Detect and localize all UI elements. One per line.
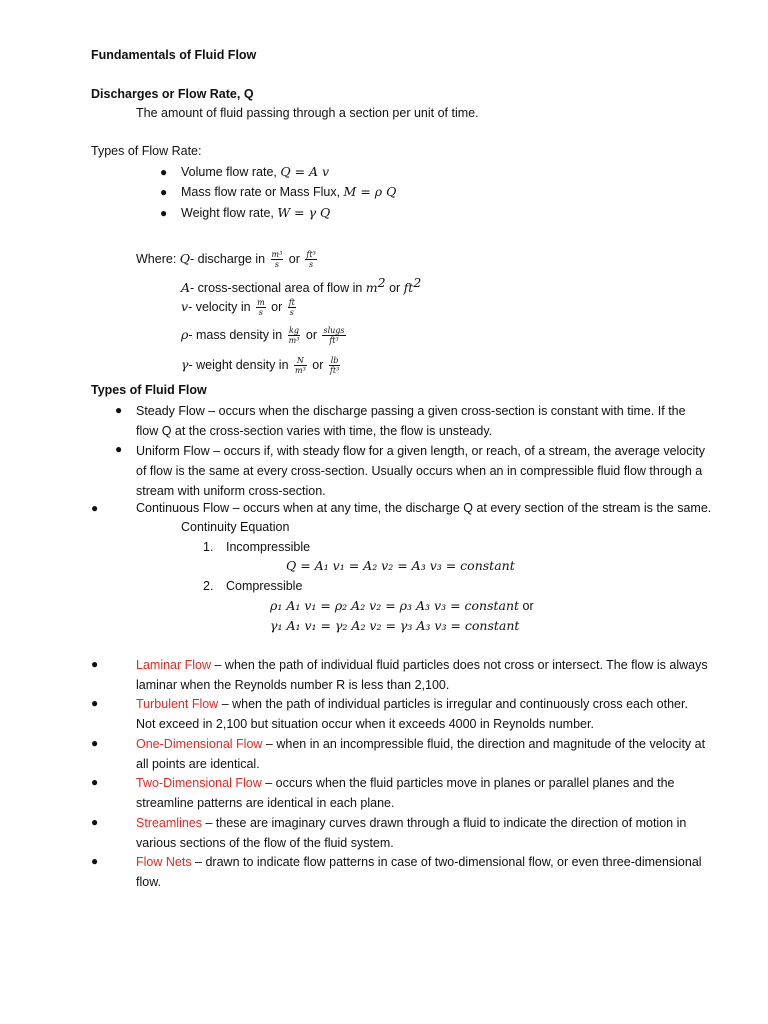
flow-rate-item [181,164,329,180]
bullet-icon: ● [115,442,123,456]
where-v-line: v- velocity in $\frac{m}{s}$ or $\frac{ft}{s}$ [181,298,295,317]
discharge-definition: The amount of fluid passing through a section per unit of time. [136,106,479,120]
definition-turbulent: Turbulent Flow – when the path of individual particles is irregular and continuously cross each other. Not exceed in 2,100 but situation occur when it exceeds 4000 in Reynolds number. [136,697,688,731]
unit-fraction: $\frac{\text{slugs}}{\text{ft³}}$ [323,326,345,345]
where-v-text: - velocity in [188,299,255,314]
bullet-icon: ● [91,736,99,750]
compressible-label: Compressible [226,579,303,593]
bullet-icon: ● [91,815,99,829]
unit-fraction: $\frac{\text{ft³}}{s}$ [306,250,316,269]
bullet-icon: ● [160,206,168,220]
where-rho-line: ρ- mass density in $\frac{kg}{\text{m³}}$ or $\frac{\text{slugs}}{\text{ft³}}$ [181,326,345,345]
incompressible-equation: Q = A₁ v₁ = A₂ v₂ = A₃ v₃ = constant [286,558,515,573]
definition-streamlines: Streamlines – these are imaginary curves drawn through a fluid to indicate the direction of motion in various sections of the flow of the fluid system. [136,816,687,850]
compressible-equation-rho: ρ₁ A₁ v₁ = ρ₂ A₂ v₂ = ρ₃ A₃ v₃ = constant or [270,598,534,613]
where-q-text: - discharge in [190,251,269,266]
continuity-equation-label: Continuity Equation [181,520,290,534]
list-number: 2. [203,579,214,593]
bullet-icon: ● [160,165,168,179]
discharge-heading: Discharges or Flow Rate, Q [91,87,254,101]
bullet-icon: ● [91,775,99,789]
flow-rate-item [181,184,396,200]
definition-laminar: Laminar Flow – when the path of individual fluid particles does not cross or intersect. The flow is always laminar when the Reynolds number R is less than 2,100. [136,658,708,692]
bullet-icon: ● [91,854,99,868]
continuous-flow-text: Continuous Flow – occurs when at any time, the discharge Q at every section of the stream is the same. [136,501,712,515]
where-gamma-line: γ- weight density in $\frac{N}{\text{m³}}$ or $\frac{lb}{\text{ft³}}$ [181,356,340,375]
unit-fraction: $\frac{ft}{s}$ [288,298,295,317]
unit-fraction: $\frac{m}{s}$ [257,298,265,317]
unit-fraction: $\frac{kg}{\text{m³}}$ [288,326,300,345]
flow-rate-formula: Q = A v [280,164,330,179]
symbol-rho: ρ [181,326,189,342]
term-one-dimensional-flow: One-Dimensional Flow [136,737,263,751]
incompressible-label: Incompressible [226,540,311,554]
where-a-text: - cross-sectional area of flow in [190,281,366,296]
term-flow-nets: Flow Nets [136,855,192,869]
definition-flow-nets: Flow Nets – drawn to indicate flow patterns in case of two-dimensional flow, or even three-dimensional flow. [136,855,702,889]
bullet-icon: ● [91,501,99,515]
flow-rate-label: Volume flow rate, [181,165,281,179]
bullet-icon: ● [115,403,123,417]
where-a-line: A- cross-sectional area of flow in $m^2$ or $ft^2$ [181,275,422,296]
bullet-icon: ● [91,657,99,671]
bullet-icon: ● [91,696,99,710]
unit-fraction: $\frac{N}{\text{m³}}$ [295,356,306,375]
where-rho-text: - mass density in [188,327,286,342]
flow-rate-formula: M = ρ Q [343,184,397,199]
symbol-v: v [181,298,189,314]
compressible-equation-gamma: γ₁ A₁ v₁ = γ₂ A₂ v₂ = γ₃ A₃ v₃ = constant [270,618,520,633]
term-laminar-flow: Laminar Flow [136,658,212,672]
list-number: 1. [203,540,214,554]
symbol-q: Q [179,250,191,266]
flow-rate-label: Weight flow rate, [181,206,278,220]
definition-one-dimensional: One-Dimensional Flow – when in an incompressible fluid, the direction and magnitude of the velocity at all points are identical. [136,737,706,771]
term-streamlines: Streamlines [136,816,202,830]
symbol-a: A [181,280,191,296]
flow-rate-item [181,205,330,221]
where-or: or [285,251,304,266]
document-title: Fundamentals of Fluid Flow [91,48,257,62]
flow-rate-label: Mass flow rate or Mass Flux, [181,185,344,199]
unit-fraction: $\frac{\text{m³}}{s}$ [271,250,283,269]
steady-flow-text: Steady Flow – occurs when the discharge passing a given cross-section is constant with time. If the flow Q at the cross-section varies with time, the flow is unsteady. [136,404,686,438]
where-q-line [136,250,319,269]
where-gamma-text: - weight density in [188,357,293,372]
unit-fraction: $\frac{lb}{\text{ft³}}$ [329,356,340,375]
definition-two-dimensional: Two-Dimensional Flow – occurs when the fluid particles move in planes or parallel planes and the streamline patterns are identical in each plane. [136,776,675,810]
uniform-flow-text: Uniform Flow – occurs if, with steady flow for a given length, or reach, of a stream, the average velocity of flow is the same at every cross-section. Usually occurs when an in compressible fluid flow through a stream with uniform cross-section. [136,444,706,498]
flow-rate-formula: W = γ Q [277,205,331,220]
term-turbulent-flow: Turbulent Flow [136,697,219,711]
fluid-flow-types-heading: Types of Fluid Flow [91,383,207,397]
bullet-icon: ● [160,185,168,199]
term-two-dimensional-flow: Two-Dimensional Flow [136,776,262,790]
where-prefix: Where: [136,251,180,266]
flow-rate-types-heading: Types of Flow Rate: [91,144,202,158]
symbol-gamma: γ [181,356,189,372]
